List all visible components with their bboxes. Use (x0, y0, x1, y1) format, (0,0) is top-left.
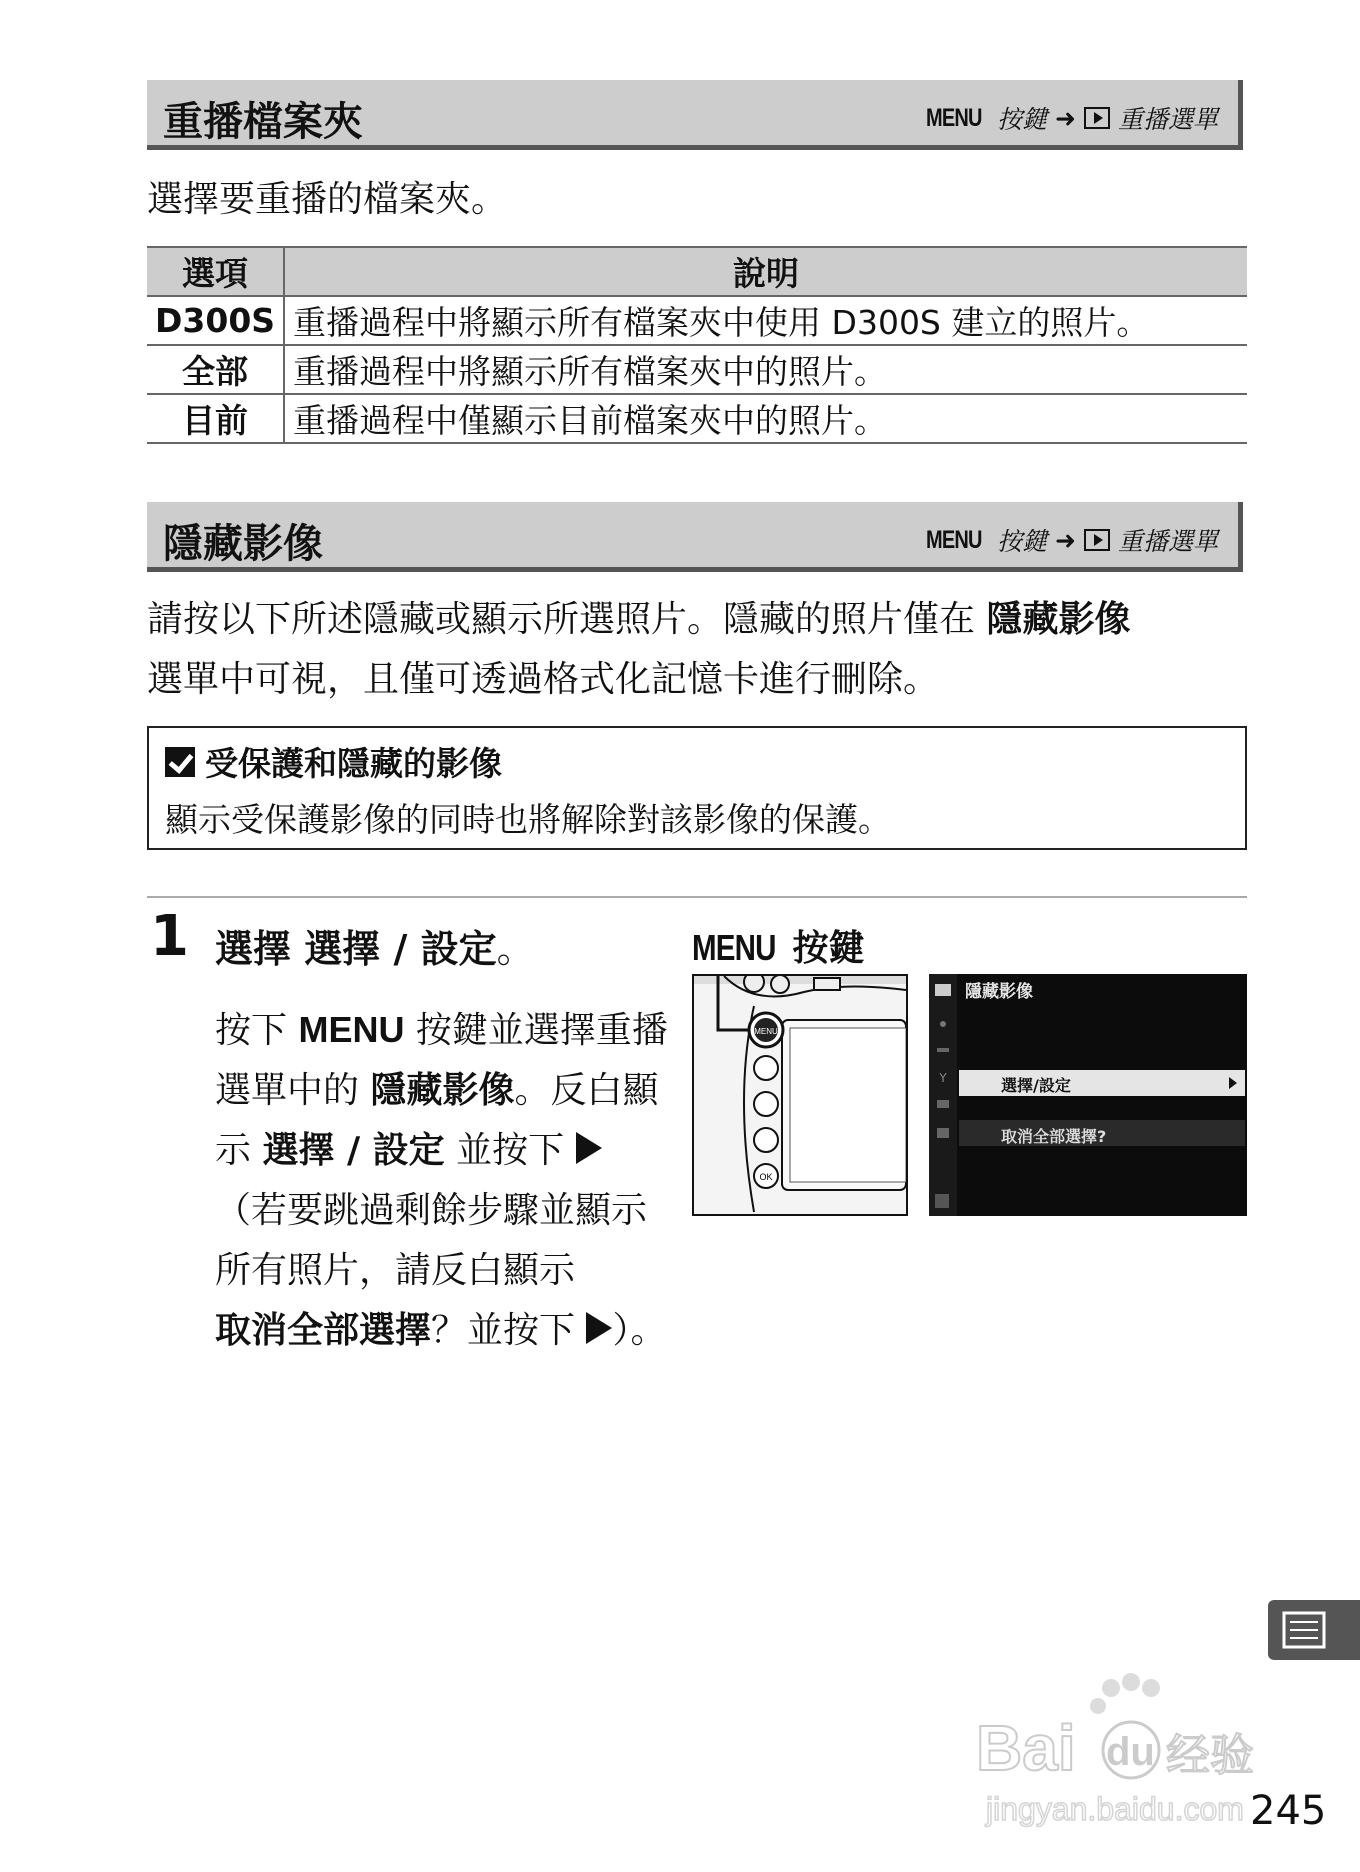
screen-heading: 隱藏影像 (965, 982, 1033, 1002)
list-icon (1268, 1600, 1360, 1660)
camera-drawing (694, 976, 906, 1214)
note-box (147, 726, 1247, 850)
check-icon (165, 747, 195, 777)
intro-line2: 選單中可視，且僅可透過格式化記憶卡進行刪除。 (147, 659, 940, 700)
table-row (147, 296, 1247, 345)
arrow-icon: ➜ (1055, 103, 1076, 133)
menu-word: MENU (298, 1009, 405, 1050)
step-title (215, 918, 535, 973)
row-desc: 重播過程中僅顯示目前檔案夾中的照片。 (284, 394, 1247, 443)
right-arrow-icon (1229, 1077, 1237, 1089)
right-triangle-icon (576, 1132, 602, 1164)
section-title: 重播檔案夾 (163, 99, 363, 145)
intro-bold: 隱藏影像 (986, 599, 1131, 640)
crumb-menu-name: 重播選單 (1117, 527, 1218, 556)
playback-icon (1084, 107, 1110, 129)
step-title-a: 選擇 (215, 927, 292, 971)
table-row (147, 345, 1247, 394)
menu-breadcrumb (919, 522, 1218, 558)
right-triangle-icon (586, 1312, 612, 1344)
row-option: D300S (147, 296, 284, 345)
crumb-key: 按鍵 (997, 105, 1048, 134)
menu-word: MENU (926, 525, 983, 554)
svg-text:Bai: Bai (976, 1712, 1076, 1784)
note-title-text: 受保護和隱藏的影像 (205, 744, 502, 783)
row-desc: 重播過程中將顯示所有檔案夾中的照片。 (284, 345, 1247, 394)
section-header-hide-image (147, 502, 1243, 572)
step-bold: 隱藏影像 (370, 1070, 515, 1111)
step-title-bold: 選擇 / 設定 (304, 927, 497, 971)
svg-text:jingyan.baidu.com: jingyan.baidu.com (986, 1791, 1244, 1827)
step-body (215, 1000, 675, 1361)
step-bold: 選擇 / 設定 (262, 1130, 445, 1171)
table-row (147, 394, 1247, 443)
page-number: 245 (1250, 1788, 1327, 1834)
svg-text:du: du (1106, 1730, 1155, 1774)
menu-tabs-column (929, 974, 957, 1216)
step-text: 按鍵並選擇重播選單中的 (215, 1010, 668, 1111)
menu-item-select-set[interactable]: 選擇/設定 (1001, 1076, 1071, 1095)
crumb-key: 按鍵 (997, 527, 1048, 556)
section-header-playback-folder (147, 80, 1243, 150)
step-title-end: 。 (496, 927, 535, 971)
menu-button-label (692, 920, 865, 971)
step-bold: 取消全部選擇 (215, 1310, 432, 1351)
row-desc: 重播過程中將顯示所有檔案夾中使用 D300S 建立的照片。 (284, 296, 1247, 345)
menu-screen (929, 974, 1247, 1216)
intro-text: 請按以下所述隱藏或顯示所選照片。隱藏的照片僅在 (147, 599, 976, 640)
row-option: 全部 (147, 345, 284, 394)
table-header-row (147, 247, 1247, 296)
svg-text:Y: Y (939, 1071, 947, 1085)
step-text: ）。 (612, 1310, 667, 1351)
menu-word: MENU (692, 927, 776, 968)
menu-word: MENU (926, 103, 983, 132)
camera-back-illustration (692, 974, 908, 1216)
baidu-watermark (966, 1670, 1276, 1830)
arrow-icon: ➜ (1055, 525, 1076, 555)
step-text: 按下 (215, 1010, 288, 1051)
header-option: 選項 (147, 247, 284, 296)
playback-icon (1084, 529, 1110, 551)
crumb-menu-name: 重播選單 (1117, 105, 1218, 134)
menu-list-tab (1268, 1600, 1360, 1660)
menu-key: 按鍵 (792, 928, 865, 969)
step-text: 並按下 (456, 1130, 565, 1171)
svg-text:MENU: MENU (754, 1027, 778, 1036)
step-text: ？並按下 (431, 1310, 576, 1351)
svg-text:经验: 经验 (1166, 1730, 1254, 1781)
menu-breadcrumb (919, 100, 1218, 136)
section2-intro (147, 590, 1130, 710)
divider (147, 896, 1247, 898)
step-text: （若要跳過剩餘步驟並顯示所有照片，請反白顯示 (215, 1190, 648, 1291)
options-table (147, 246, 1247, 444)
step-text: 。反白顯示 (215, 1070, 659, 1171)
row-option: 目前 (147, 394, 284, 443)
note-body: 顯示受保護影像的同時也將解除對該影像的保護。 (165, 800, 891, 839)
section1-intro: 選擇要重播的檔案夾。 (147, 179, 508, 220)
note-title (165, 738, 502, 785)
header-desc: 說明 (284, 247, 1247, 296)
section-title: 隱藏影像 (163, 521, 323, 567)
step-number: 1 (150, 904, 189, 969)
svg-text:OK: OK (759, 1172, 773, 1182)
menu-item-deselect-all[interactable]: 取消全部選擇? (1001, 1127, 1107, 1146)
